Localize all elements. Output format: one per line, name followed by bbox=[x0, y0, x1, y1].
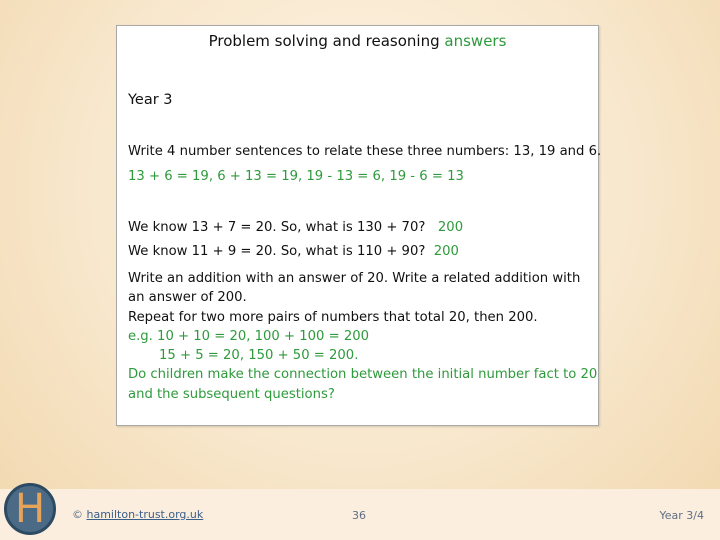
reasoning-line-7: and the subsequent questions? bbox=[128, 386, 335, 402]
question-2-text: We know 13 + 7 = 20. So, what is 130 + 70? bbox=[128, 220, 426, 235]
example-line-1: e.g. 10 + 10 = 20, 100 + 100 = 200 bbox=[128, 328, 370, 344]
page-number: 36 bbox=[352, 509, 366, 522]
question-1: Write 4 number sentences to relate these three numbers: 13, 19 and 6. bbox=[128, 144, 602, 159]
reasoning-line-3: Repeat for two more pairs of numbers that total 20, then 200. bbox=[128, 309, 538, 325]
title-accent: answers bbox=[444, 32, 507, 50]
answer-1: 13 + 6 = 19, 6 + 13 = 19, 19 - 13 = 6, 19 - 6 = 13 bbox=[128, 169, 464, 184]
question-3-text: We know 11 + 9 = 20. So, what is 110 + 90? bbox=[128, 244, 426, 259]
question-3 bbox=[128, 244, 459, 259]
card-title bbox=[117, 32, 598, 50]
reasoning-line-2: an answer of 200. bbox=[128, 290, 247, 306]
reasoning-line-6: Do children make the connection between the initial number fact to 20 bbox=[128, 367, 598, 383]
example-line-2: 15 + 5 = 20, 150 + 50 = 200. bbox=[159, 348, 359, 364]
question-2 bbox=[128, 220, 463, 235]
year-heading: Year 3 bbox=[128, 92, 173, 108]
answer-2: 200 bbox=[437, 220, 464, 235]
reasoning-block bbox=[128, 269, 597, 404]
year-label: Year 3/4 bbox=[659, 509, 704, 522]
reasoning-line-1: Write an addition with an answer of 20. Write a related addition with bbox=[128, 271, 581, 286]
title-main: Problem solving and reasoning bbox=[208, 32, 440, 50]
answer-3: 200 bbox=[433, 244, 459, 259]
copyright bbox=[72, 508, 203, 521]
copyright-symbol: © bbox=[72, 508, 83, 521]
copyright-link[interactable]: hamilton-trust.org.uk bbox=[86, 508, 204, 521]
logo-letter: H bbox=[14, 486, 46, 532]
answer-card bbox=[116, 25, 602, 426]
hamilton-logo-icon bbox=[4, 483, 56, 535]
